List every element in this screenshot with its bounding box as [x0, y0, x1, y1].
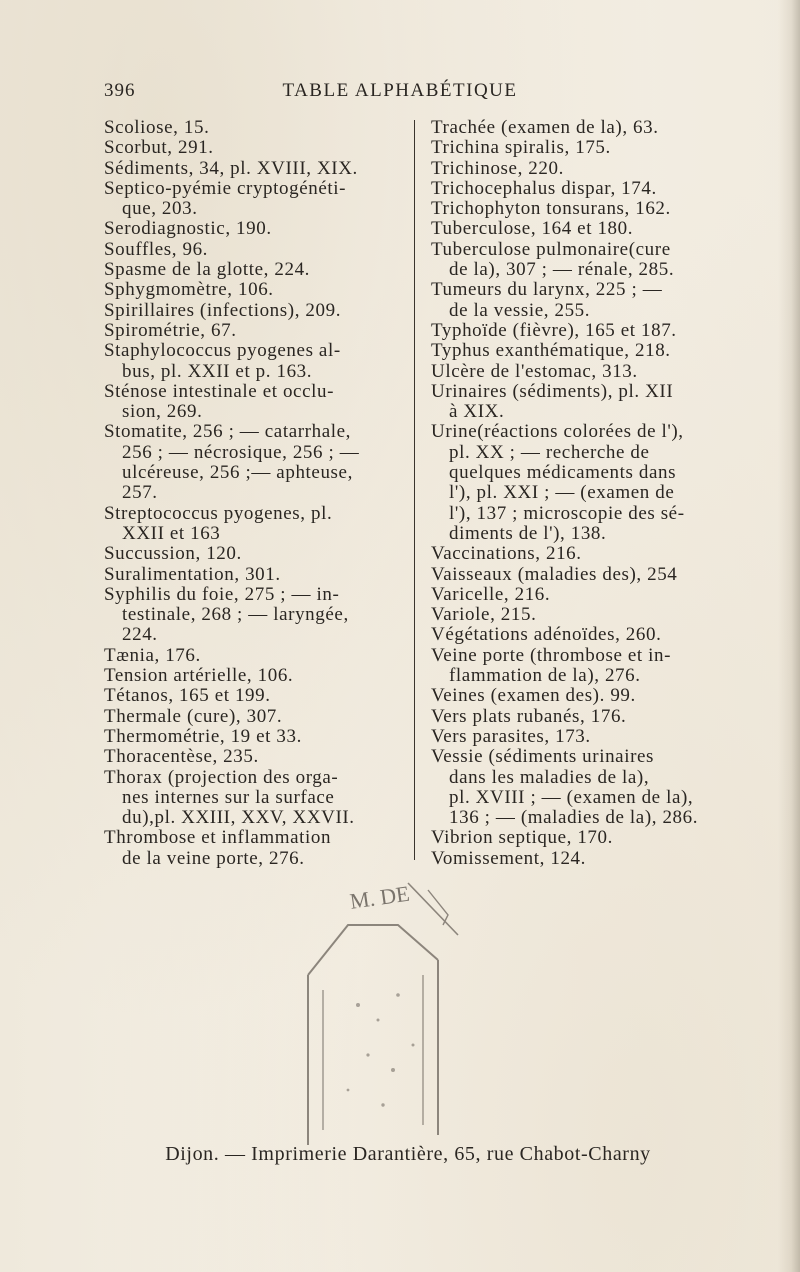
imprint-text: Dijon. — Imprimerie Darantière, 65, rue Chabot-Charny — [165, 1143, 651, 1165]
index-entry-line: Thorax (projection des orga- — [104, 766, 339, 788]
page-title: TABLE ALPHABÉTIQUE — [282, 80, 518, 101]
index-entry-line: Suralimentation, 301. — [104, 563, 281, 585]
index-entry-line: Trichina spiralis, 175. — [431, 137, 611, 159]
page-number: 396 — [104, 80, 136, 101]
index-entry-line: bus, pl. XXII et p. 163. — [122, 360, 313, 382]
index-entry-line: Thermale (cure), 307. — [104, 705, 283, 727]
index-entry-line: nes internes sur la surface — [122, 786, 335, 808]
index-entry-line: Veines (examen des). 99. — [431, 685, 636, 707]
index-entry-line: Tænia, 176. — [104, 644, 201, 666]
index-entry-line: sion, 269. — [122, 401, 203, 423]
index-entry-line: Ulcère de l'estomac, 313. — [431, 360, 638, 382]
index-entry-line: Thrombose et inflammation — [104, 827, 332, 849]
index-entry-line: Succussion, 120. — [104, 543, 242, 565]
index-entry-line: Septico-pyémie cryptogénéti- — [104, 177, 347, 199]
index-entry-line: Typhus exanthématique, 218. — [431, 340, 671, 362]
index-entry-line: Stomatite, 256 ; — catarrhale, — [104, 421, 351, 443]
index-entry-line: quelques médicaments dans — [449, 462, 677, 484]
index-entry-line: Trichinose, 220. — [431, 157, 564, 179]
index-entry-line: Trachée (examen de la), 63. — [431, 117, 659, 138]
index-entry-line: Urine(réactions colorées de l'), — [431, 421, 684, 443]
index-entry-line: Thoracentèse, 235. — [104, 746, 259, 768]
printer-imprint — [0, 1143, 800, 1166]
index-entry-line: Tuberculose, 164 et 180. — [431, 218, 634, 240]
index-entry-line: Serodiagnostic, 190. — [104, 218, 272, 240]
index-entry-line: Streptococcus pyogenes, pl. — [104, 502, 333, 524]
index-entry-line: l'), 137 ; microscopie des sé- — [449, 502, 685, 524]
index-entry-line: Syphilis du foie, 275 ; — in- — [104, 583, 340, 605]
index-entry-line: que, 203. — [122, 198, 198, 220]
index-entry-line: Spirillaires (infections), 209. — [104, 299, 342, 321]
index-entry-line: Urinaires (sédiments), pl. XII — [431, 380, 674, 402]
column-divider — [414, 120, 415, 860]
index-entry-line: XXII et 163 — [122, 522, 221, 544]
index-entry-line: de la), 307 ; — rénale, 285. — [449, 259, 675, 281]
index-entry-line: Trichocephalus dispar, 174. — [431, 177, 657, 199]
index-entry-line: Scoliose, 15. — [104, 117, 210, 138]
index-entry-line: 224. — [122, 624, 158, 646]
index-entry-line: Scorbut, 291. — [104, 137, 214, 159]
index-entry-line: de la vessie, 255. — [449, 299, 591, 321]
index-entry-line: flammation de la), 276. — [449, 665, 641, 687]
index-entry-line: 256 ; — nécrosique, 256 ; — — [122, 441, 360, 463]
index-entry-line: Veine porte (thrombose et in- — [431, 644, 672, 666]
stamp-text: M. DE — [348, 880, 411, 914]
index-entry-line: Vers plats rubanés, 176. — [431, 705, 627, 727]
index-entry-line: Spasme de la glotte, 224. — [104, 259, 311, 281]
index-entry-line: Vers parasites, 173. — [431, 725, 591, 747]
index-entry-line: de la veine porte, 276. — [122, 847, 305, 869]
index-entry-line: Typhoïde (fièvre), 165 et 187. — [431, 319, 677, 341]
index-entry-line: testinale, 268 ; — laryngée, — [122, 604, 349, 626]
index-entry-line: 257. — [122, 482, 158, 504]
index-entry-line: dans les maladies de la), — [449, 766, 650, 788]
index-entry-line: Tumeurs du larynx, 225 ; — — [431, 279, 663, 301]
index-entry-line: Thermométrie, 19 et 33. — [104, 725, 302, 747]
index-entry-line: Vaccinations, 216. — [431, 543, 582, 565]
index-entry-line: pl. XX ; — recherche de — [449, 441, 650, 463]
index-entry-line: Variole, 215. — [431, 604, 537, 626]
index-entry-line: l'), pl. XXI ; — (examen de — [449, 482, 675, 504]
index-entry-line: Sphygmomètre, 106. — [104, 279, 274, 301]
index-entry-line: diments de l'), 138. — [449, 522, 607, 544]
index-entry-line: Souffles, 96. — [104, 238, 209, 260]
index-entry-line: Staphylococcus pyogenes al- — [104, 340, 341, 362]
index-column-right — [431, 118, 731, 869]
index-entry-line: à XIX. — [449, 401, 505, 423]
index-entry-line: Varicelle, 216. — [431, 583, 551, 605]
index-entry-line: Sténose intestinale et occlu- — [104, 380, 335, 402]
index-entry-line: Vomissement, 124. — [431, 847, 586, 869]
library-stamp-icon — [288, 855, 468, 1155]
index-entry-line: Tétanos, 165 et 199. — [104, 685, 271, 707]
index-entry-line: Vessie (sédiments urinaires — [431, 746, 655, 768]
running-header — [104, 80, 696, 106]
index-entry-line: du),pl. XXIII, XXV, XXVII. — [122, 807, 355, 829]
index-entry-line: Vaisseaux (maladies des), 254 — [431, 563, 678, 585]
index-entry-line: Tension artérielle, 106. — [104, 665, 294, 687]
index-entry-line: Végétations adénoïdes, 260. — [431, 624, 662, 646]
index-entry-line: Spirométrie, 67. — [104, 319, 237, 341]
index-column-left — [104, 118, 404, 869]
index-entry-line: Vibrion septique, 170. — [431, 827, 613, 849]
page-edge-shadow — [778, 0, 800, 1272]
index-entry-line: 136 ; — (maladies de la), 286. — [449, 807, 699, 829]
index-entry-line: pl. XVIII ; — (examen de la), — [449, 786, 694, 808]
index-entry-line: ulcéreuse, 256 ;— aphteuse, — [122, 462, 353, 484]
index-entry-line: Sédiments, 34, pl. XVIII, XIX. — [104, 157, 358, 179]
index-entry-line: Tuberculose pulmonaire(cure — [431, 238, 671, 260]
index-entry-line: Trichophyton tonsurans, 162. — [431, 198, 671, 220]
